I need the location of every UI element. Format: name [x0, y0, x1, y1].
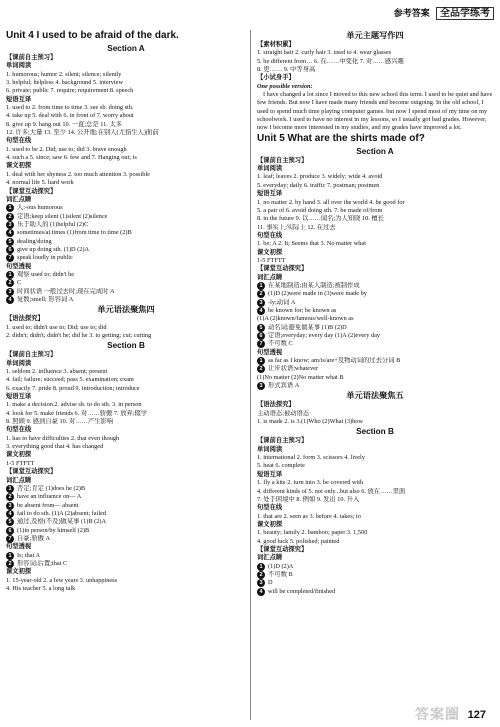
answer-text: speak loudly in public [17, 254, 73, 262]
answer-text: will be completed/finished [268, 587, 336, 595]
answer-line: 1. that are 2. seen as 3. before 4. takes; to [257, 512, 361, 520]
answer-line: 1. straight hair 2. curly hair 3. used to 4. wear glasses [257, 49, 392, 57]
subsection-label: 句型在线 [6, 137, 32, 145]
circled-number: 1 [257, 282, 265, 290]
subsection-label: 短语互译 [6, 393, 32, 401]
subsection-label: 句型透视 [257, 348, 283, 356]
answer-text: have an influence on— A [17, 493, 82, 501]
subsection-label: 单词阅读 [6, 359, 32, 367]
answer-line: 4. fail; failure; succeed; pass 5. examination; exam [6, 376, 134, 384]
block-tag: 【课前自主预习】 [6, 54, 57, 61]
answer-text: 复数;smell; 形容词 A [17, 295, 74, 303]
subsection-label: 词汇点睛 [257, 273, 283, 281]
numbered-answer [257, 324, 493, 332]
answer-line: 1. used to; didn't use to; Did; use to; did [6, 323, 107, 331]
section-heading: Section B [107, 341, 145, 351]
numbered-answer [257, 340, 493, 348]
numbered-answer [6, 221, 246, 229]
answer-text: 不可数 B [268, 570, 293, 578]
numbered-answer [6, 518, 246, 526]
circled-number: 1 [257, 357, 265, 365]
numbered-answer [6, 288, 246, 296]
circled-number: 7 [6, 535, 14, 543]
answer-line: 8. 更…… 9. 中等身高 [257, 66, 316, 74]
circled-number: 5 [6, 518, 14, 526]
circled-number: 3 [6, 502, 14, 510]
section-heading: 单元主题写作四 [346, 31, 404, 40]
section-heading: Section B [356, 427, 394, 437]
section-heading: 单元语法聚焦四 [97, 305, 155, 315]
subsection-label: 句型在线 [257, 504, 283, 512]
answer-text: 动名词;避免做某事 (1)B (2)D [268, 323, 347, 331]
subsection-label: 单词阅读 [257, 165, 283, 173]
answer-text: sometimes/at times (1)from time to time (2)B [17, 229, 132, 237]
block-tag: 【课前自主预习】 [257, 437, 308, 445]
numbered-answer [257, 282, 493, 290]
answer-line: 1. be; A 2. It; Seems that 3. No matter what [257, 240, 366, 248]
answer-line: 6. private; public 7. require; requirement 8. speech [6, 87, 134, 95]
answer-line: 3. helpful; helpless 4. background 5. interview [6, 79, 123, 87]
circled-number: 4 [6, 296, 14, 304]
circled-number: 2 [257, 571, 265, 579]
answer-text: D [268, 579, 273, 587]
numbered-answer [6, 535, 246, 543]
answer-text: 定语;keep silent (1)silent (2)silence [17, 212, 108, 220]
block-tag: 【素材积累】 [257, 41, 295, 48]
numbered-answer [6, 213, 246, 221]
numbered-answer [257, 588, 493, 596]
block-tag: 【小试身手】 [257, 74, 295, 82]
answer-line: 4. different kinds of 5. not only...but also 6. 放在……里面 [257, 487, 406, 495]
circled-number: 2 [6, 213, 14, 221]
answer-text: 自豪;骄傲 A [17, 534, 51, 542]
numbered-answer [6, 271, 246, 279]
subsection-label: 词汇点睛 [6, 476, 32, 484]
numbered-answer [257, 571, 493, 579]
answer-text: give up doing sth. (1)D (2)A [17, 245, 90, 253]
answer-text: -ly;动词 A [268, 298, 296, 306]
answer-text: 否定;肯定 (1)does he (2)B [17, 484, 86, 492]
answer-line: 11. 事实上;实际上 12. 在过去 [257, 223, 336, 231]
answer-text: (1)in person/by himself (2)B [17, 526, 90, 534]
numbered-answer [6, 510, 246, 518]
left-column [6, 30, 246, 593]
circled-number: 4 [257, 307, 265, 315]
answer-line: 5. be different from… 6. 在……中变化 7. 对……感兴趣 [257, 57, 404, 65]
unit-title: Unit 5 What are the shirts made of? [257, 132, 425, 144]
circled-number: 3 [257, 299, 265, 307]
numbered-answer [6, 246, 246, 254]
circled-number: 4 [6, 510, 14, 518]
answer-text: 形式宾语 A [268, 382, 300, 390]
answer-line: 主动语态;被动语态 [257, 409, 310, 417]
circled-number: 2 [257, 290, 265, 298]
circled-number: 1 [6, 485, 14, 493]
block-tag: 【课堂互动探究】 [257, 545, 308, 553]
answer-line: 4. good luck 5. polished; painted [257, 537, 340, 545]
subsection-label: 句型透视 [6, 262, 32, 270]
answer-text: 通过,及格(不及)做某事 (1)B (2)A [17, 518, 107, 526]
essay-paragraph: I have changed a lot since I moved to this new school this term. I used to be quiet and have few friends. But now I have made many friends and become outgoing. In the old school, I used to spend much time playing computer games. but now I spend most of my time on my schoolwork. I used to have no interest in my lessons, so I usually got bad grades. However, now I become more interested in my studies, and my grades have improved a lot. [257, 91, 493, 132]
subsection-label: 短语互译 [257, 190, 283, 198]
numbered-answer [6, 238, 246, 246]
header-label: 参考答案 [393, 8, 430, 18]
subsection-label: 词汇点睛 [6, 195, 32, 203]
answer-line: 5. a pair of 6. avoid doing sth. 7. be made of/from [257, 206, 383, 214]
answer-text: 人;-ous humorous [17, 204, 63, 212]
answer-line: 3. everything good that 4. has changed [6, 443, 104, 451]
answer-line: 1. fly a kite 2. turn into 3. be covered with [257, 479, 364, 487]
answer-line: 1. beauty; family 2. bamboo; paper 3. 1,500 [257, 529, 368, 537]
answer-line: 1. 15-year-old 2. a few years 3. unhappiness [6, 576, 118, 584]
answer-line: 1. make a decision 2. advise sb. to do sth. 3. in person [6, 401, 142, 409]
block-tag: 课文初探 [257, 248, 283, 256]
circled-number: 1 [6, 552, 14, 560]
watermark: 答案圈 [415, 706, 460, 722]
answer-line: 1. used to 2. from time to time 3. see sb. doing sth. [6, 104, 134, 112]
circled-number: 2 [6, 560, 14, 568]
answer-line: 5. heat 6. complete [257, 462, 305, 470]
block-tag: 课文初探 [6, 451, 32, 459]
circled-number: 2 [6, 279, 14, 287]
circled-number: 6 [6, 246, 14, 254]
right-column [257, 30, 493, 596]
numbered-answer [6, 552, 246, 560]
numbered-answer [257, 563, 493, 571]
answer-text: 不可数 C [268, 340, 293, 348]
circled-number: 7 [6, 254, 14, 262]
block-tag: 课文初探 [6, 568, 32, 576]
subsection-label: 短语互译 [257, 470, 283, 478]
numbered-answer [6, 485, 246, 493]
answer-line: 8. 照顾 9. 感到自豪 10. 对……产生影响 [6, 418, 114, 426]
answer-text: 让步状语;whatever [268, 365, 319, 373]
numbered-answer [6, 204, 246, 212]
page-header [394, 4, 494, 19]
numbered-answer [6, 229, 246, 237]
numbered-answer [6, 527, 246, 535]
subsection-label: 词汇点睛 [257, 554, 283, 562]
block-tag: 课文初探 [6, 162, 32, 170]
column-divider [250, 30, 251, 720]
circled-number: 7 [257, 340, 265, 348]
subsection-label: 短语互译 [6, 95, 32, 103]
circled-number: 3 [6, 221, 14, 229]
section-heading: 单元语法聚焦五 [346, 391, 404, 401]
answer-line: 6. exactly 7. pride 8. proud 9. introduction; introduce [6, 384, 140, 392]
unit-title: Unit 4 I used to be afraid of the dark. [6, 30, 179, 41]
numbered-answer [257, 365, 493, 373]
answer-text: (1)D (2)A [268, 562, 294, 570]
answer-line: 1-5 FTFTT [257, 256, 286, 264]
circled-number: 1 [6, 271, 14, 279]
numbered-answer [257, 357, 493, 365]
page-number: 127 [467, 709, 486, 721]
block-tag: 【课前自主预习】 [257, 156, 308, 164]
answer-line: 7. 处于困境中 8. 例如 9. 发出 10. 升入 [257, 495, 360, 503]
answer-line: 1. no matter 2. by hand 3. all over the world 4. be good for [257, 198, 405, 206]
section-heading: Section A [356, 146, 394, 156]
answer-text: 定语;everyday; every day (1)A (2)every day [268, 332, 381, 339]
answer-text: C [17, 279, 22, 287]
answer-line: 1. deal with her shyness 2. too much attention 3. possible [6, 170, 150, 178]
answer-text: be absent from— absent [17, 501, 79, 509]
answer-text: as far as I know; am/is/are+及物动词的过去分词 B [268, 357, 401, 365]
answer-line: 12. 许多;大量 13. 至少 14. 公开地;在别人(尤指生人)面前 [6, 129, 159, 137]
circled-number: 4 [6, 229, 14, 237]
subsection-label: 句型在线 [6, 426, 32, 434]
numbered-answer [6, 502, 246, 510]
answer-line: (1)No matter (2)No matter what B [257, 373, 344, 381]
answer-line: 5. everyday; daily 6. traffic 7. postman; postmen [257, 181, 380, 189]
block-tag: 【课堂互动探究】 [6, 468, 57, 476]
block-tag: 【语法探究】 [257, 401, 295, 409]
numbered-answer [6, 279, 246, 287]
answer-text: dealing/doing [17, 237, 52, 245]
block-tag: 课文初探 [257, 520, 283, 528]
answer-text: fail to do sth. (1)A (2)absent; failed [17, 509, 107, 517]
answer-line: 4. such a 5. since; saw 6. few and 7. Hanging out; is [6, 154, 137, 162]
block-tag: 【课前自主预习】 [6, 351, 57, 359]
numbered-answer [6, 296, 246, 304]
numbered-answer [257, 299, 493, 307]
block-tag: 【语法探究】 [6, 315, 44, 323]
answer-text: 乐于助人的 (1)helpful (2)C [17, 220, 89, 228]
header-brand: 全品学练考 [436, 7, 494, 20]
answer-line: 1. used to be 2. Did; use to; did 3. brave enough [6, 145, 127, 153]
answer-line: 1. is made 2. is 3.(1)Who (2)What (3)how [257, 418, 363, 426]
answer-line: 4. normal life 5. hard work [6, 179, 74, 187]
answer-text: be known for; be known as [268, 306, 337, 314]
answer-line: 1. has to have difficulties 2. that even though [6, 434, 120, 442]
answer-line: 8. give up 9. hang out 10. 一直;总是 11. 太多 [6, 120, 123, 128]
answer-line: 2. didn't; didn't; didn't he; did he 3. to getting; cut; cutting [6, 332, 152, 339]
circled-number: 3 [257, 382, 265, 390]
circled-number: 3 [257, 579, 265, 587]
answer-line: 4. take up 5. deal with 6. in front of 7. worry about [6, 112, 134, 120]
circled-number: 1 [257, 563, 265, 571]
answer-text: 观察 used to; didn't he [17, 270, 75, 278]
subsection-label: 句型透视 [6, 543, 32, 551]
numbered-answer [257, 332, 493, 340]
answer-line: 8. in the future 9. 以……闻名;为人知晓 10. 檀长 [257, 215, 384, 223]
subsection-label: 单词阅读 [6, 62, 32, 70]
numbered-answer [6, 560, 246, 568]
answer-text: Is; that A [17, 551, 41, 559]
circled-number: 2 [257, 365, 265, 373]
numbered-answer [257, 307, 493, 315]
answer-text: 形容词;后置;that C [17, 559, 68, 567]
answer-line: 1. leaf; leaves 2. produce 3. widely; wide 4. avoid [257, 173, 383, 181]
answer-line: 4. look for 5. make friends 6. 对……骄傲 7. 放弃;辍学 [6, 409, 148, 417]
answer-line: (1)A (2)known/famous/well-known as [257, 315, 354, 323]
circled-number: 6 [6, 527, 14, 535]
block-tag: 【课堂互动探究】 [257, 265, 308, 273]
circled-number: 4 [257, 588, 265, 596]
numbered-answer [257, 579, 493, 587]
circled-number: 5 [6, 238, 14, 246]
numbered-answer [6, 254, 246, 262]
answer-text: 时间状语 一般过去时;现在完成时 A [17, 287, 115, 295]
subsection-label: 单词阅读 [257, 445, 283, 453]
circled-number: 1 [6, 204, 14, 212]
answer-line: 1-5 FTFTT [6, 459, 35, 467]
version-label: One possible version: [257, 82, 313, 90]
circled-number: 2 [6, 493, 14, 501]
circled-number: 3 [6, 288, 14, 296]
block-tag: 【课堂互动探究】 [6, 187, 57, 195]
answer-line: 1. humorous; humor 2. silent; silence; silently [6, 70, 122, 78]
circled-number: 6 [257, 332, 265, 340]
answer-line: 1. international 2. form 3. scissors 4. lively [257, 454, 365, 462]
answer-line: 4. His teacher 5. a long talk [6, 584, 76, 592]
circled-number: 5 [257, 324, 265, 332]
numbered-answer [6, 493, 246, 501]
numbered-answer [257, 382, 493, 390]
section-heading: Section A [107, 44, 145, 53]
subsection-label: 句型在线 [257, 231, 283, 239]
numbered-answer [257, 290, 493, 298]
answer-text: 在某地制造;由某人制造;被制作成 [268, 281, 360, 289]
answer-line: 1. seldom 2. influence 3. absent; present [6, 368, 108, 376]
answer-text: (1)D (2)were made in (3)were made by [268, 290, 367, 298]
